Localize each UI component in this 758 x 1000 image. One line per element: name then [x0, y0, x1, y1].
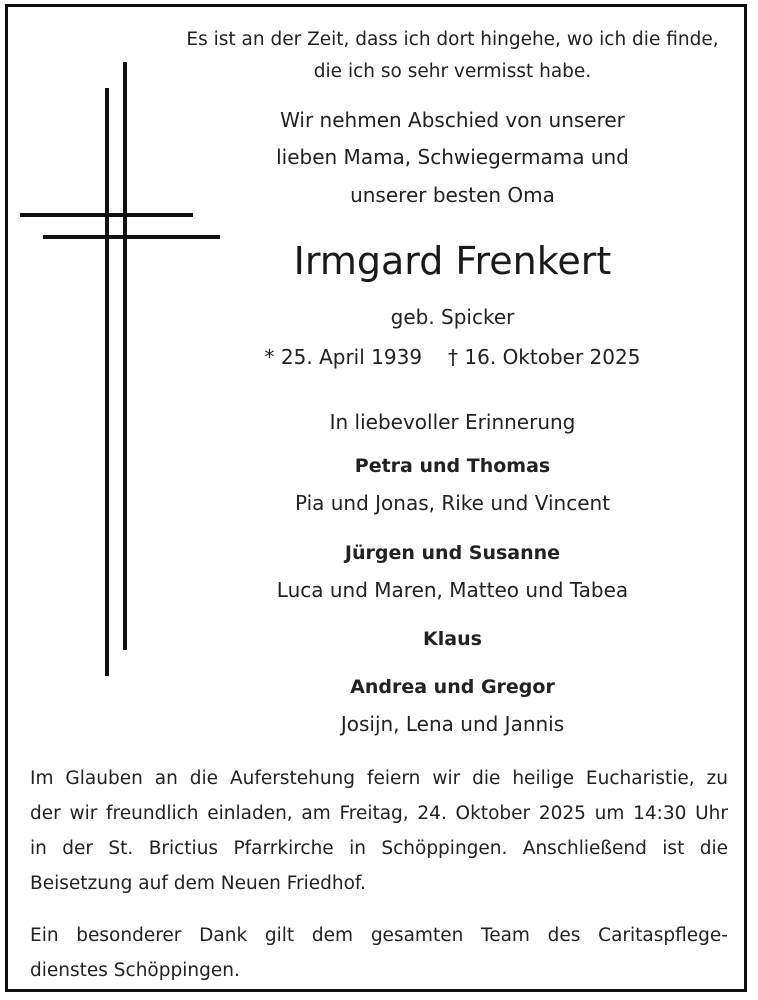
family-head: Andrea und Gregor — [350, 676, 555, 698]
thanks-line-2: dienstes Schöppingen. — [30, 960, 240, 981]
family-head: Klaus — [423, 628, 482, 650]
verse-line-1: Es ist an der Zeit, dass ich dort hingehe, wo ich die finde, — [186, 29, 719, 50]
verse-line-2: die ich so sehr vermisst habe. — [313, 61, 592, 82]
thanks-paragraph — [30, 918, 728, 988]
intro-line-1: Wir nehmen Abschied von unserer — [280, 108, 625, 132]
birth-date: * 25. April 1939 — [264, 345, 423, 369]
service-line-2: der wir freundlich einladen, am Freitag, 24. Oktober 2025 um 14:30 Uhr — [30, 803, 728, 824]
service-line-3: in der St. Brictius Pfarrkirche in Schöppingen. Anschließend ist die — [30, 838, 728, 859]
birth-name: geb. Spicker — [390, 305, 515, 329]
life-dates — [180, 343, 725, 371]
intro-line-2: lieben Mama, Schwiegermama und — [276, 145, 629, 169]
service-line-4: Beisetzung auf dem Neuen Friedhof. — [30, 873, 366, 894]
cross-horizontal-bar-1 — [20, 213, 193, 217]
death-date: † 16. Oktober 2025 — [448, 345, 641, 369]
family-children: Pia und Jonas, Rike und Vincent — [294, 491, 611, 515]
intro-line-3: unserer besten Oma — [350, 183, 555, 207]
cross-vertical-bar-2 — [105, 88, 109, 676]
memory-label: In liebevoller Erinnerung — [329, 410, 576, 434]
family-head: Petra und Thomas — [354, 455, 551, 477]
family-head: Jürgen und Susanne — [344, 542, 561, 564]
family-children: Luca und Maren, Matteo und Tabea — [276, 578, 629, 602]
service-paragraph — [30, 761, 728, 901]
deceased-name: Irmgard Frenkert — [293, 239, 612, 283]
thanks-line-1: Ein besonderer Dank gilt dem gesamten Team des Caritaspflege- — [30, 925, 728, 946]
service-line-1: Im Glauben an die Auferstehung feiern wir die heilige Eucharistie, zu — [30, 768, 728, 789]
cross-vertical-bar-1 — [123, 62, 127, 650]
family-children: Josijn, Lena und Jannis — [340, 712, 565, 736]
